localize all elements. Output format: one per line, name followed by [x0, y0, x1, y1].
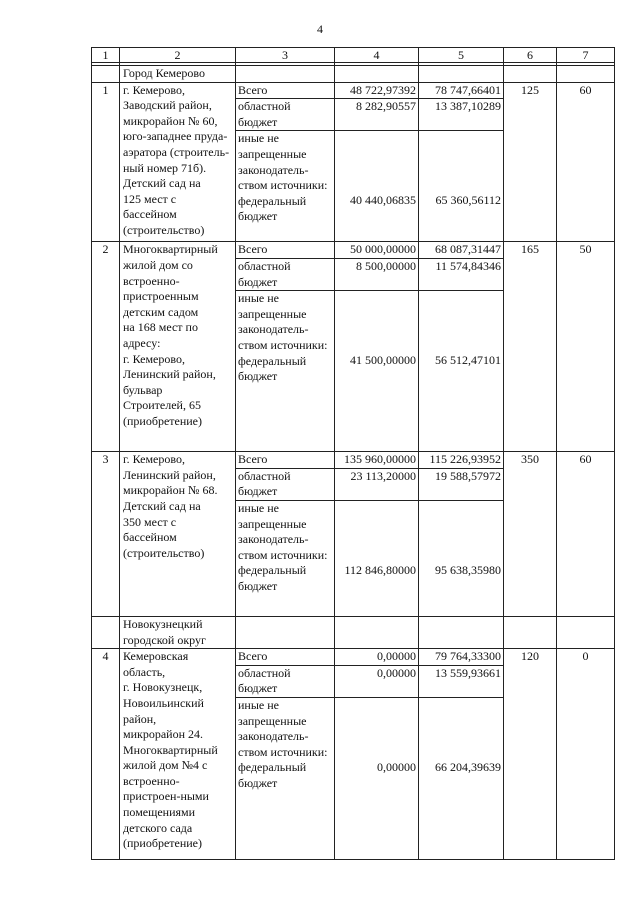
- text-line: законодатель-: [238, 162, 309, 177]
- text-line: иные не: [238, 500, 279, 515]
- text-line: федеральный: [238, 193, 307, 208]
- value-col6: 350: [504, 452, 557, 617]
- source-total: Всего: [236, 452, 335, 469]
- value-col5: 19 588,57972: [419, 468, 504, 500]
- table-row: [92, 452, 615, 469]
- text-line: бюджет: [238, 681, 278, 696]
- text-line: ством источники:: [238, 744, 328, 759]
- text-line: (приобретение): [123, 413, 203, 428]
- value-col5: 65 360,56112: [419, 131, 504, 242]
- text-line: область,: [123, 664, 166, 679]
- text-line: ством источники:: [238, 337, 328, 352]
- text-line: район,: [123, 711, 157, 726]
- value-col5: 78 747,66401: [419, 82, 504, 99]
- text-line: законодатель-: [238, 322, 309, 337]
- text-line: законодатель-: [238, 729, 309, 744]
- text-line: г. Кемерово,: [123, 82, 185, 97]
- text-line: законодатель-: [238, 532, 309, 547]
- text-line: встроенно-: [123, 773, 180, 788]
- value-col7: 50: [557, 242, 615, 452]
- section-row: [92, 66, 615, 83]
- text-line: бюджет: [238, 578, 278, 593]
- financing-table: [91, 47, 615, 860]
- text-line: областной: [238, 258, 291, 273]
- object-description: [120, 649, 236, 860]
- value-col5: 11 574,84346: [419, 258, 504, 290]
- text-line: бюджет: [238, 369, 278, 384]
- text-line: микрорайон № 68.: [123, 483, 218, 498]
- value-col5: 115 226,93952: [419, 452, 504, 469]
- column-header: 2: [120, 48, 236, 63]
- value-col5: 79 764,33300: [419, 649, 504, 666]
- text-line: г. Кемерово,: [123, 351, 185, 366]
- column-header: 3: [236, 48, 335, 63]
- text-line: (строительство): [123, 222, 205, 237]
- table-row: [92, 242, 615, 259]
- value-col4: 0,00000: [335, 697, 419, 859]
- value-col5: 95 638,35980: [419, 500, 504, 616]
- text-line: Строителей, 65: [123, 398, 201, 413]
- value-col5: 13 387,10289: [419, 99, 504, 131]
- value-col7: 0: [557, 649, 615, 860]
- text-line: помещениями: [123, 805, 196, 820]
- text-line: (строительство): [123, 545, 205, 560]
- text-line: детским садом: [123, 304, 199, 319]
- value-col5: 56 512,47101: [419, 291, 504, 452]
- value-col4: 48 722,97392: [335, 82, 419, 99]
- text-line: г. Новокузнецк,: [123, 680, 203, 695]
- value-col6: 120: [504, 649, 557, 860]
- source-other: [236, 131, 335, 242]
- text-line: иные не: [238, 697, 279, 712]
- text-line: запрещенные: [238, 713, 307, 728]
- text-line: пристроенным: [123, 289, 199, 304]
- object-description: [120, 82, 236, 242]
- row-number: 1: [92, 82, 120, 242]
- object-description: [120, 452, 236, 617]
- object-description: [120, 242, 236, 452]
- value-col7: 60: [557, 82, 615, 242]
- table-row: [92, 82, 615, 99]
- text-line: жилой дом со: [123, 257, 193, 272]
- page-number: 4: [317, 22, 323, 36]
- value-col4: 0,00000: [335, 649, 419, 666]
- text-line: областной: [238, 665, 291, 680]
- text-line: встроенно-: [123, 273, 180, 288]
- source-regional: [236, 468, 335, 500]
- value-col7: 60: [557, 452, 615, 617]
- text-line: запрещенные: [238, 516, 307, 531]
- text-line: бассейном: [123, 530, 177, 545]
- text-line: Многоквартирный: [123, 242, 218, 257]
- value-col4: 50 000,00000: [335, 242, 419, 259]
- text-line: иные не: [238, 291, 279, 306]
- source-other: [236, 291, 335, 452]
- text-line: микрорайон № 60,: [123, 113, 218, 128]
- text-line: федеральный: [238, 760, 307, 775]
- text-line: областной: [238, 99, 291, 114]
- value-col4: 41 500,00000: [335, 291, 419, 452]
- text-line: 125 мест с: [123, 191, 177, 206]
- text-line: на 168 мест по: [123, 320, 198, 335]
- row-number: 2: [92, 242, 120, 452]
- section-row: [92, 616, 615, 648]
- text-line: Многоквартирный: [123, 742, 218, 757]
- text-line: бюджет: [238, 114, 278, 129]
- text-line: Новоильинский: [123, 695, 204, 710]
- text-line: Новокузнецкий: [123, 616, 203, 631]
- text-line: Ленинский район,: [123, 367, 216, 382]
- text-line: городской округ: [123, 632, 206, 647]
- value-col6: 125: [504, 82, 557, 242]
- text-line: адресу:: [123, 335, 161, 350]
- text-line: Заводский район,: [123, 98, 212, 113]
- source-total: Всего: [236, 649, 335, 666]
- source-regional: [236, 258, 335, 290]
- text-line: 350 мест с: [123, 514, 177, 529]
- row-number: 4: [92, 649, 120, 860]
- text-line: Ленинский район,: [123, 467, 216, 482]
- text-line: федеральный: [238, 563, 307, 578]
- text-line: Детский сад на: [123, 498, 201, 513]
- text-line: жилой дом №4 с: [123, 758, 208, 773]
- source-regional: [236, 99, 335, 131]
- section-title: [120, 616, 236, 648]
- source-other: [236, 500, 335, 616]
- text-line: детского сада: [123, 820, 193, 835]
- row-number: 3: [92, 452, 120, 617]
- table-row: [92, 649, 615, 666]
- text-line: Детский сад на: [123, 176, 201, 191]
- text-line: г. Кемерово,: [123, 452, 185, 467]
- source-other: [236, 697, 335, 859]
- text-line: ством источники:: [238, 178, 328, 193]
- text-line: юго-западнее пруда-: [123, 129, 228, 144]
- value-col5: 68 087,31447: [419, 242, 504, 259]
- text-line: (приобретение): [123, 836, 203, 851]
- value-col4: 0,00000: [335, 665, 419, 697]
- text-line: запрещенные: [238, 306, 307, 321]
- text-line: бульвар: [123, 382, 163, 397]
- column-header: 4: [335, 48, 419, 63]
- value-col4: 40 440,06835: [335, 131, 419, 242]
- text-line: Кемеровская: [123, 649, 189, 664]
- column-header: 6: [504, 48, 557, 63]
- text-line: бассейном: [123, 207, 177, 222]
- section-title: Город Кемерово: [120, 66, 236, 83]
- text-line: бюджет: [238, 274, 278, 289]
- value-col4: 8 500,00000: [335, 258, 419, 290]
- text-line: бюджет: [238, 209, 278, 224]
- text-line: запрещенные: [238, 146, 307, 161]
- text-line: бюджет: [238, 775, 278, 790]
- value-col4: 112 846,80000: [335, 500, 419, 616]
- column-header: 7: [557, 48, 615, 63]
- text-line: микрорайон 24.: [123, 727, 204, 742]
- text-line: бюджет: [238, 484, 278, 499]
- source-total: Всего: [236, 242, 335, 259]
- text-line: пристроен-ными: [123, 789, 209, 804]
- value-col5: 66 204,39639: [419, 697, 504, 859]
- value-col4: 135 960,00000: [335, 452, 419, 469]
- column-numbers-row: [92, 48, 615, 63]
- column-header: 5: [419, 48, 504, 63]
- value-col4: 23 113,20000: [335, 468, 419, 500]
- text-line: ный номер 71б).: [123, 160, 207, 175]
- column-header: 1: [92, 48, 120, 63]
- text-line: областной: [238, 468, 291, 483]
- value-col4: 8 282,90557: [335, 99, 419, 131]
- source-total: Всего: [236, 82, 335, 99]
- source-regional: [236, 665, 335, 697]
- value-col5: 13 559,93661: [419, 665, 504, 697]
- text-line: аэратора (строитель-: [123, 144, 230, 159]
- text-line: ством источники:: [238, 547, 328, 562]
- text-line: федеральный: [238, 353, 307, 368]
- text-line: иные не: [238, 131, 279, 146]
- value-col6: 165: [504, 242, 557, 452]
